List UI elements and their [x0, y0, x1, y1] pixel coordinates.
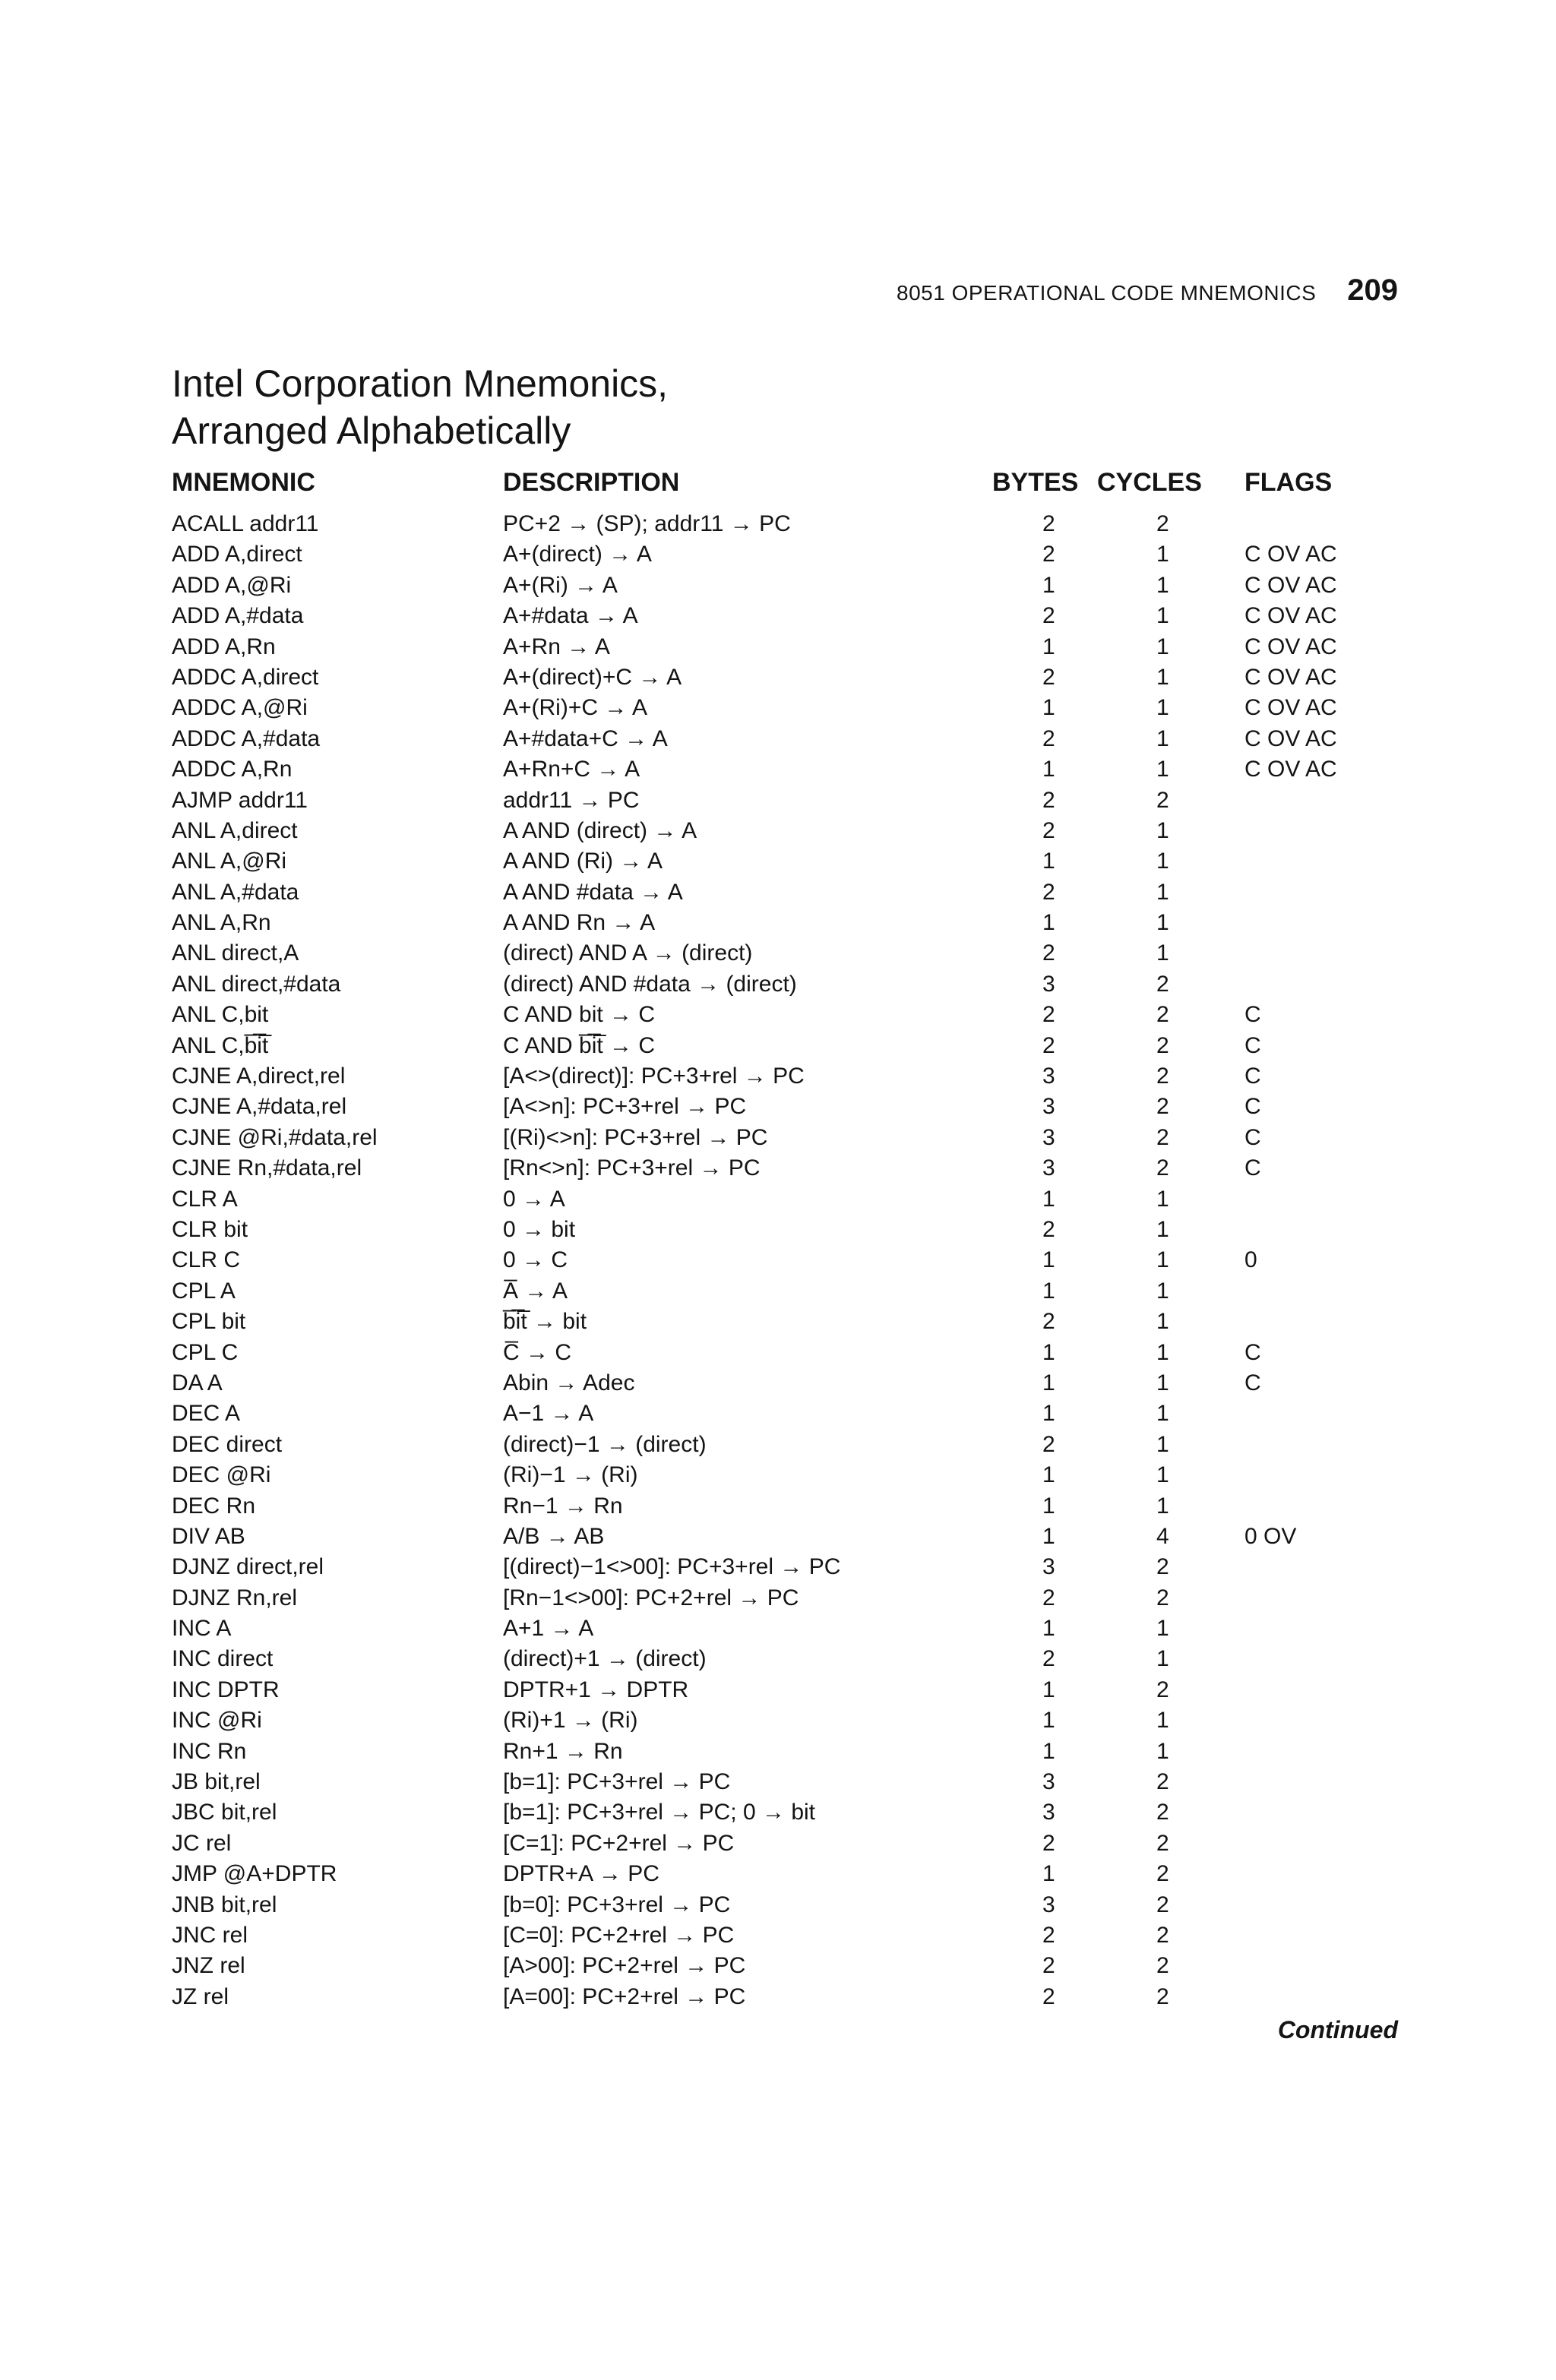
cell-mnemonic: INC @Ri	[172, 1708, 262, 1734]
table-row	[172, 1522, 1403, 1552]
cell-cycles: 1	[1156, 1616, 1169, 1642]
table-row	[172, 1797, 1403, 1828]
cell-bytes: 1	[1042, 1462, 1055, 1488]
cell-mnemonic: CJNE Rn,#data,rel	[172, 1155, 362, 1181]
table-row	[172, 1491, 1403, 1522]
cell-bytes: 2	[1042, 879, 1055, 905]
table-row	[172, 1245, 1403, 1275]
cell-mnemonic: CPL A	[172, 1278, 236, 1304]
table-row	[172, 509, 1403, 539]
cell-bytes: 1	[1042, 1278, 1055, 1304]
cell-mnemonic: CPL bit	[172, 1309, 246, 1335]
cell-cycles: 2	[1156, 1155, 1169, 1181]
cell-mnemonic: AJMP addr11	[172, 787, 308, 813]
cell-flags: C	[1244, 1155, 1261, 1181]
cell-mnemonic: ADDC A,Rn	[172, 757, 293, 782]
cell-mnemonic: JBC bit,rel	[172, 1800, 277, 1825]
cell-description: [Rn<>n]: PC+3+rel → PC	[503, 1155, 761, 1181]
cell-mnemonic: ANL A,direct	[172, 817, 298, 843]
cell-bytes: 1	[1042, 1186, 1055, 1212]
cell-description: A+(direct) → A	[503, 542, 652, 567]
table-row	[172, 1399, 1403, 1429]
cell-cycles: 2	[1156, 1769, 1169, 1795]
cell-mnemonic: DA A	[172, 1370, 223, 1395]
cell-mnemonic: ADD A,Rn	[172, 634, 276, 659]
cell-cycles: 1	[1156, 1401, 1169, 1427]
cell-flags: C	[1244, 1094, 1261, 1120]
cell-description: A/B → AB	[503, 1523, 605, 1549]
cell-mnemonic: INC direct	[172, 1646, 274, 1672]
cell-bytes: 2	[1042, 725, 1055, 751]
cell-description: (Ri)−1 → (Ri)	[503, 1462, 638, 1488]
cell-bytes: 1	[1042, 910, 1055, 936]
cell-description: [C=1]: PC+2+rel → PC	[503, 1830, 735, 1856]
cell-description: Abin → Adec	[503, 1370, 635, 1395]
cell-bytes: 1	[1042, 1708, 1055, 1734]
cell-description: A+(direct)+C → A	[503, 664, 682, 690]
column-header-mnemonic: MNEMONIC	[172, 468, 315, 497]
cell-mnemonic: CJNE @Ri,#data,rel	[172, 1124, 378, 1150]
table-row	[172, 785, 1403, 816]
cell-mnemonic: DEC direct	[172, 1431, 283, 1457]
table-row	[172, 1705, 1403, 1736]
table-row	[172, 1859, 1403, 1889]
cell-mnemonic: DEC Rn	[172, 1493, 256, 1519]
cell-mnemonic: CLR C	[172, 1247, 241, 1273]
cell-flags: C OV AC	[1244, 757, 1337, 782]
table-row	[172, 846, 1403, 877]
cell-flags: 0 OV	[1244, 1523, 1297, 1549]
cell-bytes: 1	[1042, 757, 1055, 782]
cell-mnemonic: ADDC A,@Ri	[172, 695, 308, 721]
cell-mnemonic: ANL direct,#data	[172, 971, 341, 997]
cell-cycles: 1	[1156, 695, 1169, 721]
cell-description: addr11 → PC	[503, 787, 640, 813]
cell-mnemonic: DEC A	[172, 1401, 241, 1427]
table-row	[172, 1644, 1403, 1674]
table-row	[172, 1368, 1403, 1399]
cell-mnemonic: ANL A,@Ri	[172, 849, 287, 874]
cell-description: A+Rn → A	[503, 634, 610, 659]
cell-bytes: 2	[1042, 1216, 1055, 1242]
table-row	[172, 1092, 1403, 1122]
cell-description: (direct)+1 → (direct)	[503, 1646, 707, 1672]
cell-description: C AND b̅i̅t̅ → C	[503, 1032, 656, 1058]
cell-cycles: 1	[1156, 1186, 1169, 1212]
cell-cycles: 2	[1156, 1554, 1169, 1580]
cell-flags: C OV AC	[1244, 572, 1337, 598]
cell-cycles: 2	[1156, 1861, 1169, 1887]
table-row	[172, 1583, 1403, 1614]
cell-cycles: 1	[1156, 1278, 1169, 1304]
cell-bytes: 2	[1042, 1002, 1055, 1028]
cell-cycles: 1	[1156, 725, 1169, 751]
cell-bytes: 2	[1042, 1953, 1055, 1979]
cell-mnemonic: CLR bit	[172, 1216, 248, 1242]
cell-cycles: 1	[1156, 634, 1169, 659]
cell-bytes: 2	[1042, 1032, 1055, 1058]
mnemonics-table	[172, 509, 1403, 2012]
cell-description: [b=1]: PC+3+rel → PC	[503, 1769, 731, 1795]
cell-description: A+1 → A	[503, 1616, 594, 1642]
table-row	[172, 632, 1403, 662]
table-row	[172, 754, 1403, 785]
cell-cycles: 2	[1156, 1585, 1169, 1610]
cell-description: DPTR+1 → DPTR	[503, 1677, 689, 1702]
table-row	[172, 938, 1403, 969]
cell-description: A+(Ri) → A	[503, 572, 618, 598]
cell-description: A AND (Ri) → A	[503, 849, 663, 874]
cell-description: A AND (direct) → A	[503, 817, 697, 843]
cell-cycles: 2	[1156, 1892, 1169, 1917]
cell-bytes: 2	[1042, 542, 1055, 567]
cell-description: (direct) AND #data → (direct)	[503, 971, 797, 997]
cell-bytes: 3	[1042, 1094, 1055, 1120]
cell-flags: C	[1244, 1370, 1261, 1395]
table-row	[172, 693, 1403, 723]
cell-cycles: 2	[1156, 1677, 1169, 1702]
cell-mnemonic: JMP @A+DPTR	[172, 1861, 337, 1887]
cell-cycles: 1	[1156, 1738, 1169, 1764]
cell-cycles: 1	[1156, 817, 1169, 843]
cell-mnemonic: DJNZ direct,rel	[172, 1554, 324, 1580]
cell-bytes: 2	[1042, 1309, 1055, 1335]
cell-cycles: 2	[1156, 1124, 1169, 1150]
cell-description: C AND bit → C	[503, 1002, 656, 1028]
cell-cycles: 2	[1156, 1094, 1169, 1120]
cell-mnemonic: DJNZ Rn,rel	[172, 1585, 298, 1610]
cell-description: A+#data → A	[503, 603, 638, 629]
cell-description: [A<>n]: PC+3+rel → PC	[503, 1094, 747, 1120]
cell-description: C̅ → C	[503, 1339, 571, 1365]
cell-description: [A=00]: PC+2+rel → PC	[503, 1983, 746, 2009]
cell-bytes: 1	[1042, 1370, 1055, 1395]
cell-mnemonic: CJNE A,direct,rel	[172, 1064, 346, 1089]
cell-cycles: 1	[1156, 879, 1169, 905]
cell-bytes: 3	[1042, 971, 1055, 997]
cell-mnemonic: CJNE A,#data,rel	[172, 1094, 347, 1120]
cell-bytes: 1	[1042, 634, 1055, 659]
cell-mnemonic: INC DPTR	[172, 1677, 280, 1702]
page-number: 209	[1347, 273, 1398, 307]
cell-mnemonic: CLR A	[172, 1186, 238, 1212]
cell-bytes: 3	[1042, 1124, 1055, 1150]
page-title	[172, 360, 668, 454]
cell-cycles: 1	[1156, 1431, 1169, 1457]
cell-description: (Ri)+1 → (Ri)	[503, 1708, 638, 1734]
cell-flags: C OV AC	[1244, 603, 1337, 629]
cell-bytes: 1	[1042, 572, 1055, 598]
cell-mnemonic: DEC @Ri	[172, 1462, 271, 1488]
cell-cycles: 1	[1156, 940, 1169, 966]
cell-mnemonic: ANL C,b̅i̅t̅	[172, 1032, 269, 1058]
continued-note: Continued	[1277, 2016, 1398, 2043]
cell-flags: C OV AC	[1244, 542, 1337, 567]
cell-flags: C OV AC	[1244, 725, 1337, 751]
cell-description: A̅ → A	[503, 1278, 568, 1304]
cell-flags: C OV AC	[1244, 634, 1337, 659]
table-row	[172, 539, 1403, 570]
cell-flags: C OV AC	[1244, 695, 1337, 721]
cell-description: [b=1]: PC+3+rel → PC; 0 → bit	[503, 1800, 816, 1825]
table-row	[172, 1307, 1403, 1337]
cell-cycles: 1	[1156, 757, 1169, 782]
cell-bytes: 1	[1042, 1677, 1055, 1702]
cell-bytes: 3	[1042, 1769, 1055, 1795]
table-row	[172, 1951, 1403, 1981]
cell-description: A AND Rn → A	[503, 910, 656, 936]
table-row	[172, 1338, 1403, 1368]
cell-bytes: 2	[1042, 1922, 1055, 1948]
cell-cycles: 1	[1156, 664, 1169, 690]
cell-description: [C=0]: PC+2+rel → PC	[503, 1922, 735, 1948]
cell-description: [A<>(direct)]: PC+3+rel → PC	[503, 1064, 805, 1089]
table-header	[172, 468, 1403, 501]
cell-description: PC+2 → (SP); addr11 → PC	[503, 511, 791, 536]
cell-bytes: 2	[1042, 511, 1055, 536]
cell-description: [A>00]: PC+2+rel → PC	[503, 1953, 746, 1979]
cell-bytes: 1	[1042, 1339, 1055, 1365]
table-row	[172, 724, 1403, 754]
cell-cycles: 1	[1156, 910, 1169, 936]
cell-cycles: 1	[1156, 1493, 1169, 1519]
cell-mnemonic: ANL direct,A	[172, 940, 299, 966]
cell-bytes: 3	[1042, 1892, 1055, 1917]
cell-mnemonic: ACALL addr11	[172, 511, 319, 536]
table-row	[172, 1061, 1403, 1092]
cell-description: (direct)−1 → (direct)	[503, 1431, 707, 1457]
cell-description: Rn+1 → Rn	[503, 1738, 623, 1764]
table-row	[172, 1000, 1403, 1030]
cell-cycles: 1	[1156, 1646, 1169, 1672]
cell-bytes: 1	[1042, 1493, 1055, 1519]
table-row	[172, 1982, 1403, 2012]
running-header	[897, 273, 1398, 308]
cell-bytes: 1	[1042, 1401, 1055, 1427]
table-row	[172, 1215, 1403, 1245]
column-header-description: DESCRIPTION	[503, 468, 680, 497]
cell-mnemonic: ADD A,#data	[172, 603, 304, 629]
cell-description: b̅i̅t̅ → bit	[503, 1309, 587, 1335]
cell-cycles: 2	[1156, 787, 1169, 813]
table-row	[172, 1675, 1403, 1705]
cell-description: 0 → A	[503, 1186, 565, 1212]
cell-mnemonic: JZ rel	[172, 1983, 229, 2009]
cell-bytes: 2	[1042, 817, 1055, 843]
cell-mnemonic: ANL C,bit	[172, 1002, 269, 1028]
cell-mnemonic: INC A	[172, 1616, 232, 1642]
cell-cycles: 4	[1156, 1523, 1169, 1549]
table-row	[172, 1890, 1403, 1920]
cell-bytes: 2	[1042, 603, 1055, 629]
cell-cycles: 2	[1156, 1953, 1169, 1979]
cell-bytes: 2	[1042, 1830, 1055, 1856]
cell-cycles: 1	[1156, 1339, 1169, 1365]
table-row	[172, 1828, 1403, 1859]
cell-bytes: 1	[1042, 695, 1055, 721]
cell-description: Rn−1 → Rn	[503, 1493, 623, 1519]
cell-cycles: 1	[1156, 849, 1169, 874]
cell-mnemonic: ADD A,direct	[172, 542, 302, 567]
cell-flags: C	[1244, 1064, 1261, 1089]
table-row	[172, 1123, 1403, 1153]
cell-mnemonic: JNC rel	[172, 1922, 248, 1948]
cell-bytes: 1	[1042, 1616, 1055, 1642]
column-header-flags: FLAGS	[1244, 468, 1333, 497]
cell-mnemonic: JNB bit,rel	[172, 1892, 277, 1917]
cell-description: A−1 → A	[503, 1401, 594, 1427]
cell-description: [b=0]: PC+3+rel → PC	[503, 1892, 731, 1917]
cell-cycles: 1	[1156, 1462, 1169, 1488]
cell-mnemonic: ANL A,#data	[172, 879, 299, 905]
cell-mnemonic: INC Rn	[172, 1738, 247, 1764]
table-row	[172, 1920, 1403, 1951]
table-row	[172, 1276, 1403, 1307]
table-row	[172, 877, 1403, 908]
table-row	[172, 1153, 1403, 1184]
cell-cycles: 2	[1156, 1800, 1169, 1825]
table-row	[172, 1430, 1403, 1460]
cell-description: [(direct)−1<>00]: PC+3+rel → PC	[503, 1554, 841, 1580]
table-row	[172, 816, 1403, 846]
cell-cycles: 2	[1156, 1002, 1169, 1028]
table-row	[172, 1460, 1403, 1490]
column-header-bytes: BYTES	[992, 468, 1079, 497]
cell-bytes: 1	[1042, 1738, 1055, 1764]
cell-cycles: 1	[1156, 1708, 1169, 1734]
cell-mnemonic: ADD A,@Ri	[172, 572, 292, 598]
cell-bytes: 2	[1042, 1646, 1055, 1672]
cell-description: A+Rn+C → A	[503, 757, 640, 782]
cell-description: 0 → C	[503, 1247, 568, 1273]
table-row	[172, 601, 1403, 631]
cell-mnemonic: DIV AB	[172, 1523, 245, 1549]
cell-cycles: 2	[1156, 1830, 1169, 1856]
column-header-cycles: CYCLES	[1097, 468, 1202, 497]
table-row	[172, 969, 1403, 1000]
cell-mnemonic: ANL A,Rn	[172, 910, 271, 936]
cell-bytes: 3	[1042, 1554, 1055, 1580]
table-row	[172, 908, 1403, 938]
cell-bytes: 2	[1042, 787, 1055, 813]
cell-flags: C	[1244, 1002, 1261, 1028]
cell-cycles: 2	[1156, 1064, 1169, 1089]
cell-cycles: 2	[1156, 971, 1169, 997]
cell-description: A AND #data → A	[503, 879, 683, 905]
cell-description: [Rn−1<>00]: PC+2+rel → PC	[503, 1585, 799, 1610]
cell-bytes: 2	[1042, 1585, 1055, 1610]
cell-bytes: 2	[1042, 664, 1055, 690]
cell-cycles: 1	[1156, 603, 1169, 629]
table-row	[172, 571, 1403, 601]
cell-description: (direct) AND A → (direct)	[503, 940, 753, 966]
cell-bytes: 1	[1042, 1861, 1055, 1887]
cell-mnemonic: JB bit,rel	[172, 1769, 261, 1795]
page-title-line-2: Arranged Alphabetically	[172, 409, 571, 452]
cell-mnemonic: JC rel	[172, 1830, 232, 1856]
cell-cycles: 1	[1156, 1247, 1169, 1273]
cell-bytes: 1	[1042, 1523, 1055, 1549]
cell-flags: C	[1244, 1032, 1261, 1058]
cell-cycles: 2	[1156, 511, 1169, 536]
table-row	[172, 1552, 1403, 1582]
cell-bytes: 2	[1042, 1983, 1055, 2009]
cell-cycles: 1	[1156, 542, 1169, 567]
cell-description: A+#data+C → A	[503, 725, 668, 751]
table-row	[172, 1184, 1403, 1215]
page-title-line-1: Intel Corporation Mnemonics,	[172, 362, 669, 405]
cell-bytes: 1	[1042, 849, 1055, 874]
cell-bytes: 3	[1042, 1155, 1055, 1181]
cell-bytes: 2	[1042, 1431, 1055, 1457]
cell-cycles: 1	[1156, 1216, 1169, 1242]
running-title: 8051 OPERATIONAL CODE MNEMONICS	[897, 281, 1317, 305]
cell-description: A+(Ri)+C → A	[503, 695, 648, 721]
cell-flags: 0	[1244, 1247, 1257, 1273]
cell-description: [(Ri)<>n]: PC+3+rel → PC	[503, 1124, 768, 1150]
cell-description: DPTR+A → PC	[503, 1861, 659, 1887]
table-row	[172, 1737, 1403, 1767]
table-row	[172, 1031, 1403, 1061]
cell-mnemonic: CPL C	[172, 1339, 239, 1365]
table-row	[172, 1614, 1403, 1644]
cell-cycles: 1	[1156, 1309, 1169, 1335]
cell-cycles: 2	[1156, 1983, 1169, 2009]
table-row	[172, 1767, 1403, 1797]
cell-cycles: 2	[1156, 1922, 1169, 1948]
cell-flags: C	[1244, 1124, 1261, 1150]
table-row	[172, 662, 1403, 693]
cell-cycles: 2	[1156, 1032, 1169, 1058]
cell-cycles: 1	[1156, 572, 1169, 598]
cell-flags: C	[1244, 1339, 1261, 1365]
cell-mnemonic: ADDC A,direct	[172, 664, 319, 690]
cell-cycles: 1	[1156, 1370, 1169, 1395]
cell-bytes: 2	[1042, 940, 1055, 966]
cell-mnemonic: ADDC A,#data	[172, 725, 321, 751]
cell-bytes: 3	[1042, 1064, 1055, 1089]
cell-description: 0 → bit	[503, 1216, 576, 1242]
cell-bytes: 3	[1042, 1800, 1055, 1825]
cell-flags: C OV AC	[1244, 664, 1337, 690]
cell-bytes: 1	[1042, 1247, 1055, 1273]
cell-mnemonic: JNZ rel	[172, 1953, 245, 1979]
